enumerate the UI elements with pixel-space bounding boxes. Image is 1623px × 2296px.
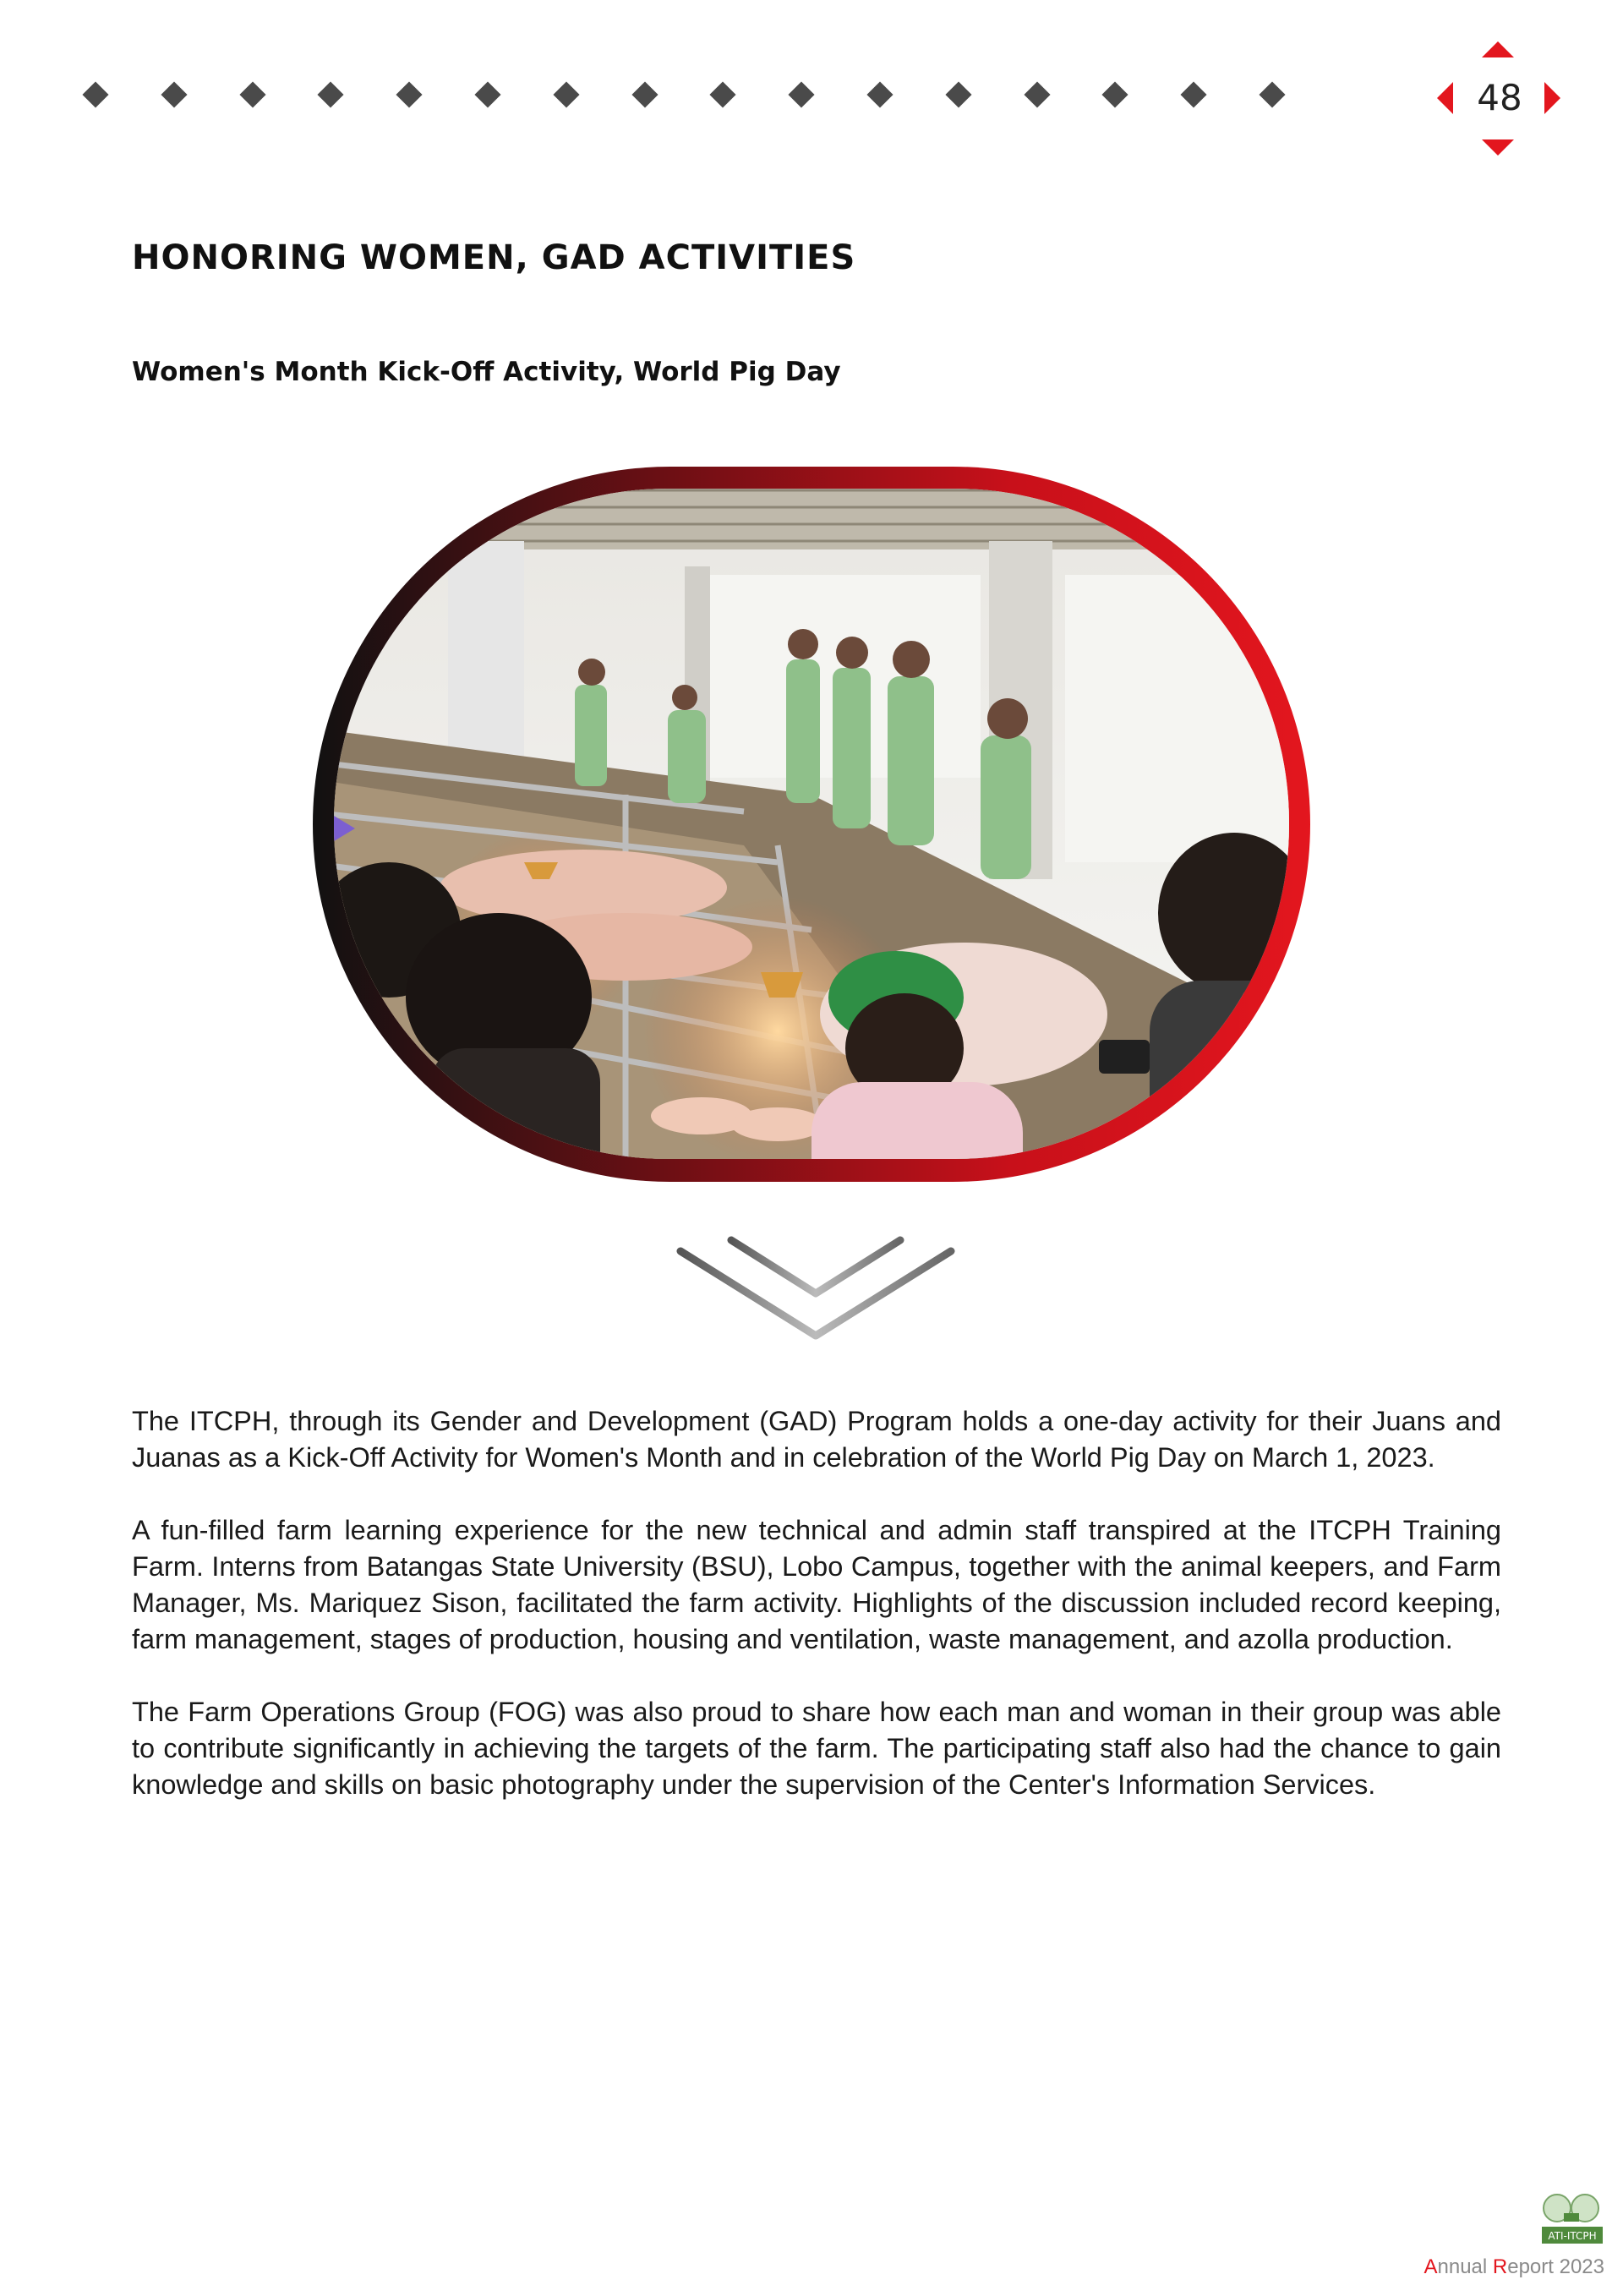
diamond-icon [474, 81, 500, 107]
diamond-icon [710, 81, 736, 107]
paragraph: A fun-filled farm learning experience for the new technical and admin staff transpired at the ITCPH Training Farm. Interns from Batangas State University (BSU), Lobo Campus, together with the animal keepers, and Farm Manager, Ms. Mariquez Sison, facilitated the farm activity. Highlights of the discussion included record keeping, farm management, stages of production, housing and ventilation, waste management, and azolla production. [132, 1515, 1501, 1654]
diamond-icon [396, 81, 423, 107]
footer-annual: nnual [1437, 2255, 1493, 2278]
diamond-icon [82, 81, 108, 107]
activity-photo [304, 456, 1319, 1192]
diamond-icon [161, 81, 187, 107]
diamond-icon [789, 81, 815, 107]
diamond-icon [866, 81, 893, 107]
chevron-down-icon [668, 1230, 964, 1357]
diamond-icon [1102, 81, 1128, 107]
diamond-icon [553, 81, 579, 107]
diamond-icon [1024, 81, 1050, 107]
header-diamond-row [86, 85, 1295, 111]
logo-text: ATI-ITCPH [1548, 2230, 1597, 2242]
ati-itcph-logo [1538, 2191, 1606, 2250]
arrow-right-icon [1544, 82, 1560, 114]
arrow-up-icon [1482, 41, 1514, 57]
section-title: HONORING WOMEN, GAD ACTIVITIES [132, 238, 856, 277]
page-number-nav [1437, 38, 1564, 161]
page-number: 48 [1477, 77, 1522, 118]
paragraph: The ITCPH, through its Gender and Development (GAD) Program holds a one-day activity for their Juans and Juanas as a Kick-Off Activity for Women's Month and in celebration of the World Pig Day on March 1, 2023. [132, 1406, 1501, 1473]
section-subtitle: Women's Month Kick-Off Activity, World Pig Day [132, 357, 841, 387]
footer-annual-report [1424, 2255, 1604, 2279]
arrow-left-icon [1437, 82, 1453, 114]
diamond-icon [1181, 81, 1207, 107]
body-text [132, 1403, 1501, 1840]
footer-letter-a: A [1424, 2255, 1438, 2278]
photo-farm-pigpen-icon [304, 456, 1319, 1192]
diamond-icon [239, 81, 265, 107]
footer-report: eport 2023 [1507, 2255, 1604, 2278]
footer-letter-r: R [1492, 2255, 1508, 2278]
diamond-icon [1259, 81, 1285, 107]
diamond-icon [945, 81, 971, 107]
paragraph: The Farm Operations Group (FOG) was also proud to share how each man and woman in their group was able to contribute significantly in achieving the targets of the farm. The participating staff also had the chance to gain knowledge and skills on basic photography under the supervision of the Center's Information Services. [132, 1697, 1501, 1800]
diamond-icon [631, 81, 658, 107]
arrow-down-icon [1482, 139, 1514, 156]
diamond-icon [318, 81, 344, 107]
